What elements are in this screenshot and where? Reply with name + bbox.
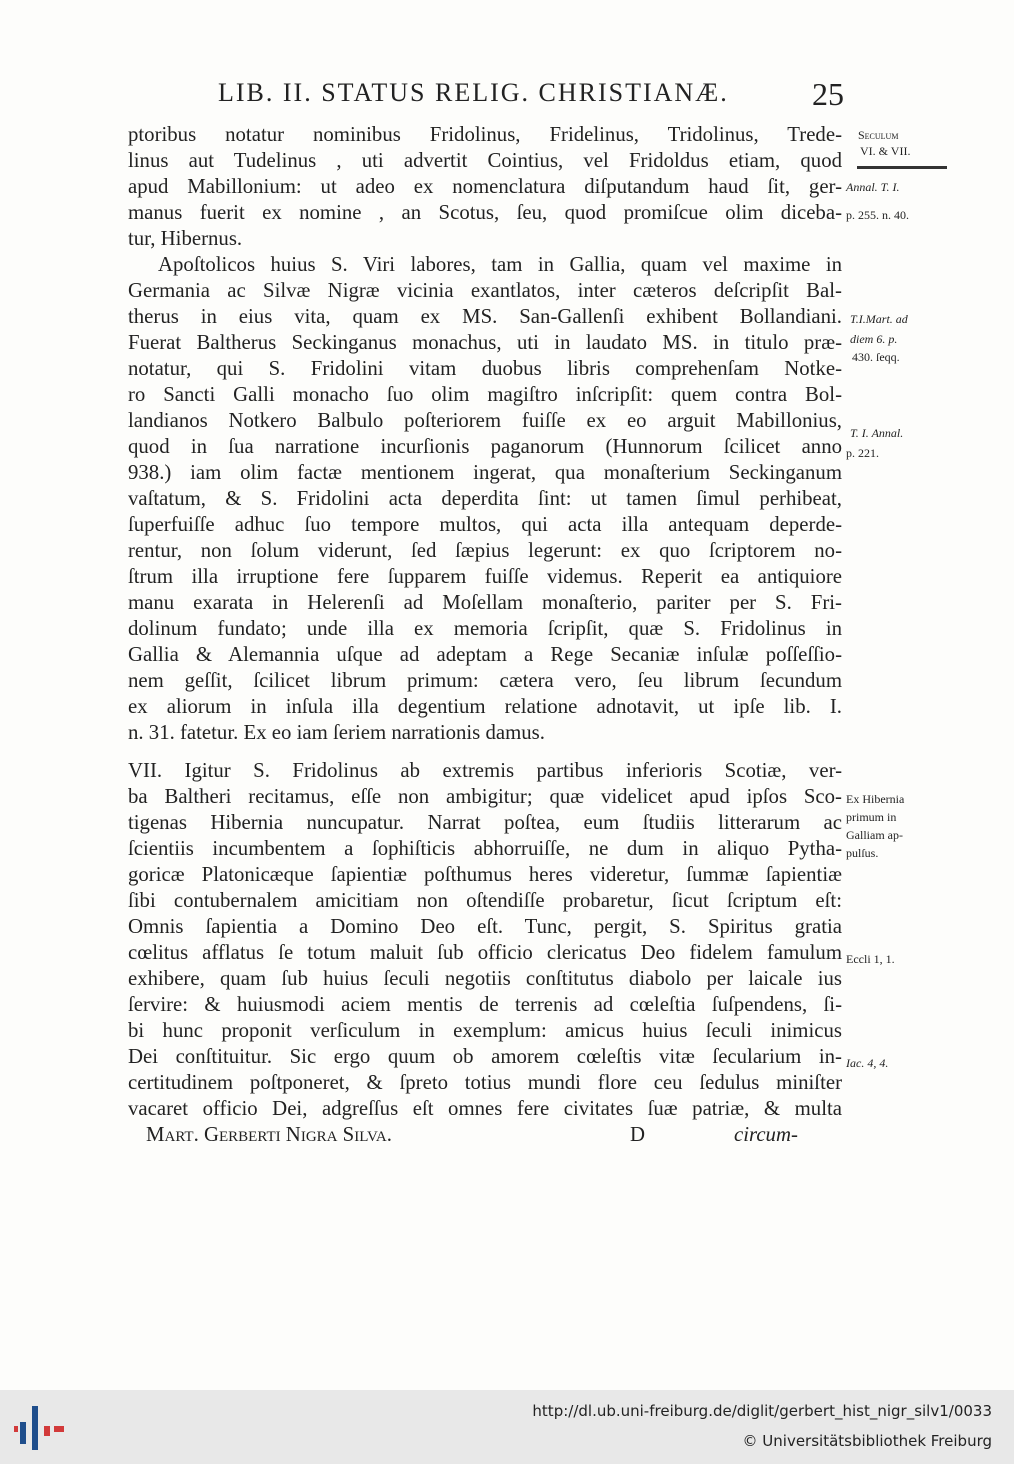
text-line: therus in eius vita, quam ex MS. San-Gallenſi exhibent Bollandiani. [128,305,842,328]
margin-rule [857,166,947,169]
margin-note: primum in [846,810,897,824]
margin-note: pulſus. [846,846,879,860]
signature-author: Mart. Gerberti Nigra Silva. [146,1123,392,1146]
text-line: ro Sancti Galli monacho ſuo olim magiſtro inſcripſit: quem contra Bol- [128,383,842,406]
catchword: circum- [734,1123,798,1146]
running-title: LIB. II. STATUS RELIG. CHRISTIANÆ. [218,78,729,107]
text-line: ex aliorum in inſula illa degentium relatione adnotavit, ut ipſe lib. I. [128,695,842,718]
copyright-notice: © Universitätsbibliothek Freiburg [742,1432,992,1450]
text-line: certitudinem poſtponeret, & ſpreto totius mundi flore ceu ſedulus miniſter [128,1071,842,1094]
text-line: Fuerat Baltherus Seckinganus monachus, uti in laudato MS. in titulo præ- [128,331,842,354]
text-line: Germania ac Silvæ Nigræ vicinia exantlatos, inter cæteros deſcripſit Bal- [128,279,842,302]
text-line: Gallia & Alemannia uſque ad adeptam a Rege Secaniæ inſulæ poſſeſſio- [128,643,842,666]
text-line: ba Baltheri recitamus, eſſe non ambigitur; quæ videlicet apud ipſos Sco- [128,785,842,808]
text-line: tur, Hibernus. [128,227,243,250]
page-number: 25 [812,76,844,112]
text-line: landianos Notkero Balbulo poſteriorem fuiſſe ex eo arguit Mabillonius, [128,409,842,432]
text-line: ſuperfuiſſe adhuc ſuo tempore multos, qui acta illa antequam deperde- [128,513,842,536]
margin-note: diem 6. p. [850,332,898,346]
text-line: Apoſtolicos huius S. Viri labores, tam in Gallia, quam vel maxime in [158,253,842,276]
text-line: tigenas Hibernia nuncupatur. Narrat poſtea, eum ſtudiis litterarum ac [128,811,842,834]
text-line: linus aut Tudelinus , uti advertit Cointius, vel Fridoldus etiam, quod [128,149,842,172]
text-line: dolinum fundato; unde illa ex memoria ſcripſit, quæ S. Fridolinus in [128,617,842,640]
margin-note: Ex Hibernia [846,792,905,806]
margin-note: 430. ſeqq. [852,350,900,364]
text-line: ſcientiis incumbentem a ſophiſticis abhorruiſſe, ne dum in aliquo Pytha- [128,837,842,860]
viewer-footer [0,1390,1014,1464]
margin-note: Eccli 1, 1. [846,952,895,966]
text-line: ſibi contubernalem amicitiam non oſtendiſſe probaretur, ſicut ſcriptum eſt: [128,889,842,912]
text-line: rentur, non ſolum viderunt, ſed ſæpius legerunt: ex quo ſcriptorem no- [128,539,842,562]
text-line: goricæ Platonicæque ſapientiæ poſthumus heres videretur, ſummæ ſapientiæ [128,863,842,886]
text-line: Omnis ſapientia a Domino Deo eſt. Tunc, pergit, S. Spiritus gratia [128,915,842,938]
text-line: notatur, qui S. Fridolini vitam duobus libris comprehenſam Notke- [128,357,842,380]
text-line: cœlitus afflatus ſe totum maluit ſub officio clericatus Deo fidelem famulum [128,941,842,964]
margin-note: T.I.Mart. ad [850,312,908,326]
margin-note: p. 255. n. 40. [846,208,909,222]
text-line: nem geſſit, ſcilicet librum primum: cætera vero, ſeu librum ſecundum [128,669,842,692]
body-text [128,122,842,1148]
text-line: quod in ſua narratione incurſionis paganorum (Hunnorum ſcilicet anno [128,435,842,458]
margin-note: p. 221. [846,446,879,460]
text-line: 938.) iam olim factæ mentionem ingerat, qua monaſterium Seckinganum [128,461,842,484]
text-line: ſervire: & huiusmodi aciem mentis de terrenis ad cœleſtia ſuſpendens, ſi- [128,993,842,1016]
margin-note: Annal. T. I. [846,180,900,194]
signature-line [128,1122,842,1148]
running-header [200,78,860,114]
margin-note: Seculum [858,128,899,142]
ub-freiburg-logo-icon [14,1404,66,1452]
text-line: manu exarata in Helerenſi ad Moſellam monaſterio, pariter per S. Fri- [128,591,842,614]
text-line: vaſtatum, & S. Fridolini acta deperdita ſint: ut tamen ſimul perhibeat, [128,487,842,510]
text-line: bi hunc proponit verſiculum in exemplum: amicus huius ſeculi inimicus [128,1019,842,1042]
text-line: vacaret officio Dei, adgreſſus eſt omnes fere civitates ſuæ patriæ, & multa [128,1097,842,1120]
permalink[interactable]: http://dl.ub.uni-freiburg.de/diglit/gerbert_hist_nigr_silv1/0033 [532,1402,992,1420]
text-line: manus fuerit ex nomine , an Scotus, ſeu, quod promiſcue olim diceba- [128,201,842,224]
signature-mark: D [630,1123,646,1146]
text-line: ſtrum illa irruptione fere ſupparem fuiſſe videmus. Reperit ea antiquiore [128,565,842,588]
text-line: apud Mabillonium: ut adeo ex nomenclatura diſputandum haud ſit, ger- [128,175,842,198]
text-line: n. 31. fatetur. Ex eo iam ſeriem narrationis damus. [128,721,545,744]
margin-note: T. I. Annal. [850,426,904,440]
text-line: ptoribus notatur nominibus Fridolinus, Fridelinus, Tridolinus, Trede- [128,123,842,146]
margin-note: Iac. 4, 4. [846,1056,889,1070]
paragraph-gap [128,746,842,758]
text-line: Dei conſtituitur. Sic ergo quum ob amorem cœleſtis vitæ ſecularium in- [128,1045,842,1068]
text-line: VII. Igitur S. Fridolinus ab extremis partibus inferioris Scotiæ, ver- [128,759,842,782]
text-line: exhibere, quam ſub huius ſeculi negotiis conſtitutus diabolo per laicale ius [128,967,842,990]
margin-note: Galliam ap- [846,828,903,842]
margin-note: VI. & VII. [860,144,911,158]
